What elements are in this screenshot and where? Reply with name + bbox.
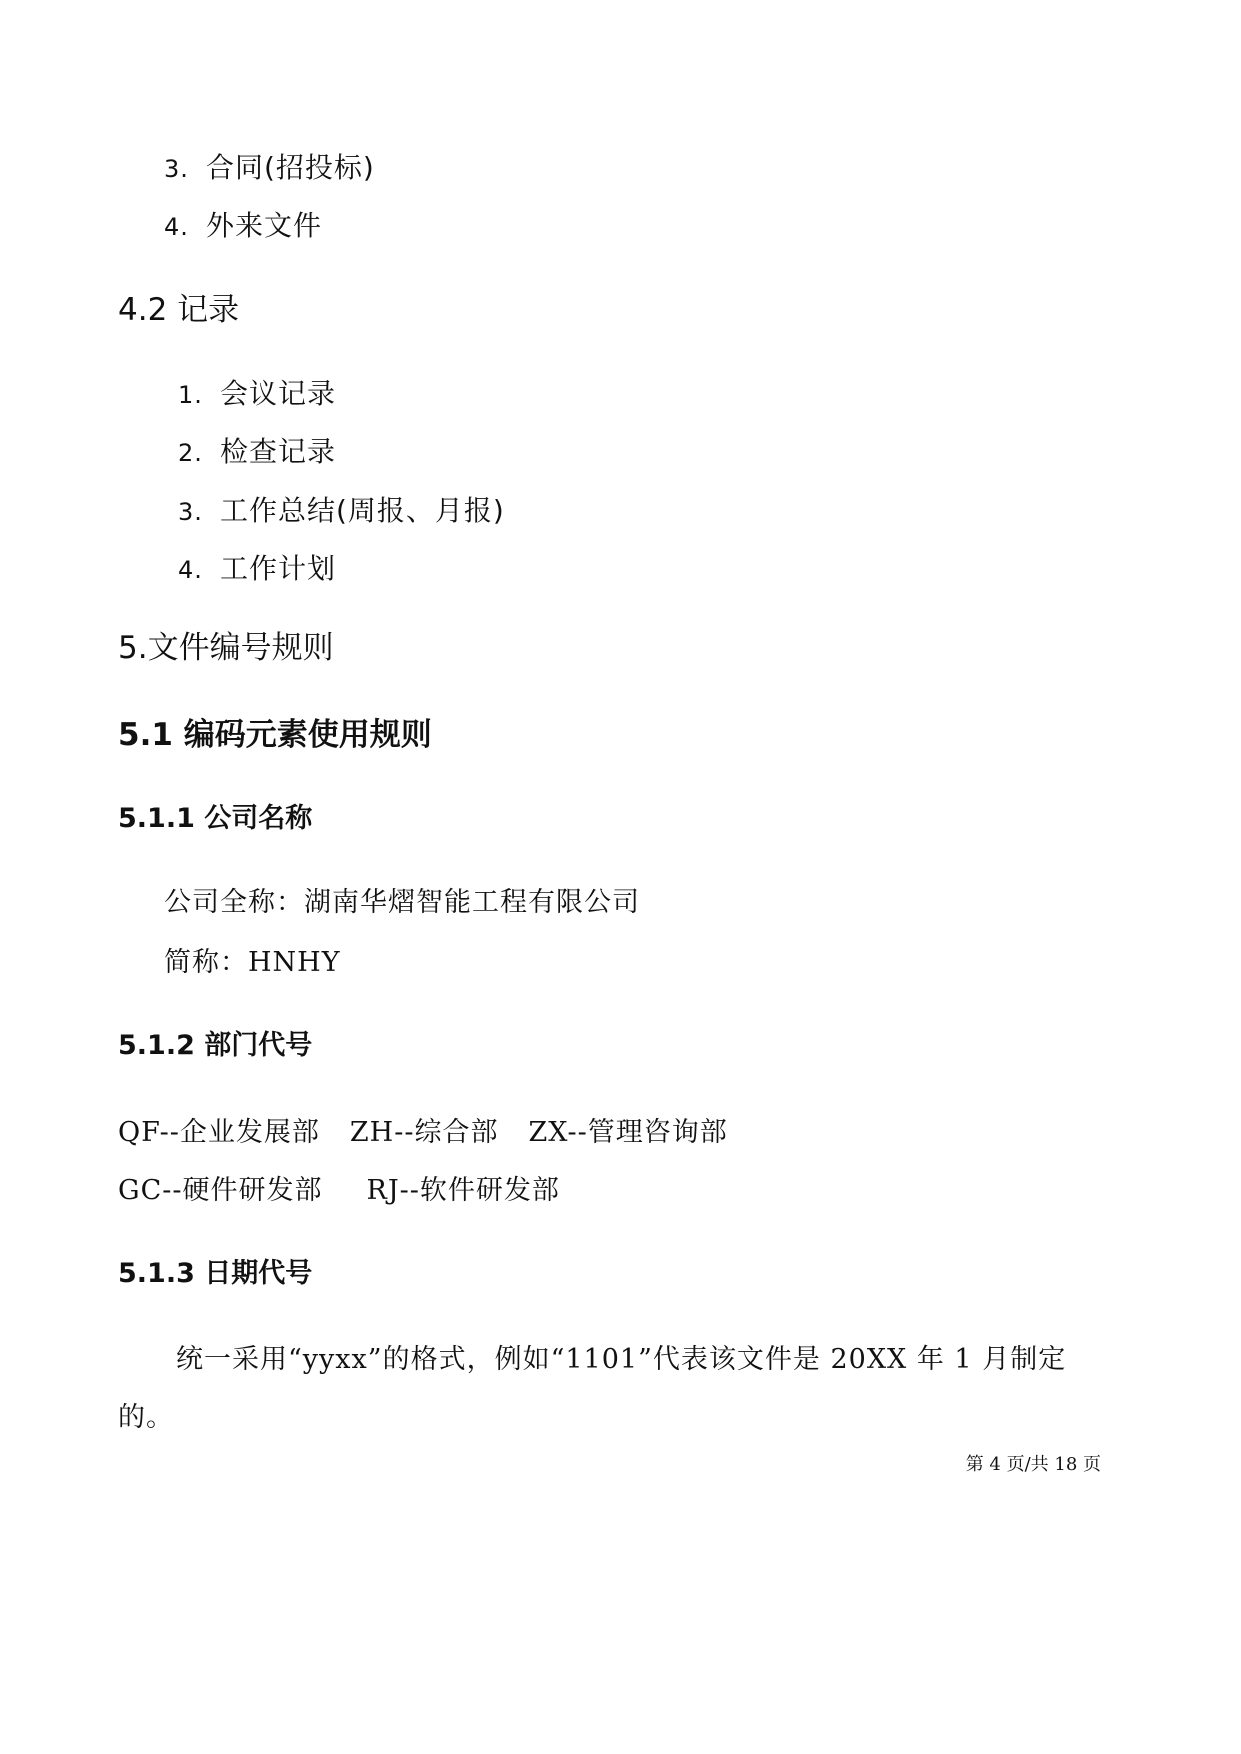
section-heading-5-1-1: 5.1.1 公司名称 — [118, 803, 313, 834]
list-item-number: 2. — [178, 439, 203, 467]
list-item-text: 工作计划 — [220, 552, 337, 585]
list-item-number: 3. — [164, 155, 189, 183]
list-item — [164, 146, 375, 186]
list-item-number: 4. — [178, 556, 203, 584]
list-item — [178, 547, 336, 587]
list-item-number: 1. — [178, 381, 203, 409]
date-code-paragraph-line-2: 的。 — [118, 1402, 174, 1433]
department-code: GC--硬件研发部 — [118, 1175, 323, 1206]
list-item-text: 工作总结(周报、月报) — [220, 494, 505, 527]
list-item — [164, 204, 322, 244]
section-heading-4-2: 4.2 记录 — [118, 292, 240, 328]
list-item-text: 外来文件 — [206, 209, 323, 242]
department-code: ZX--管理咨询部 — [528, 1117, 728, 1148]
list-item — [178, 430, 336, 470]
list-item-text: 合同(招投标) — [206, 151, 375, 184]
list-item — [178, 489, 505, 529]
company-full-name: 公司全称：湖南华熠智能工程有限公司 — [164, 887, 640, 918]
section-heading-5-1-3: 5.1.3 日期代号 — [118, 1258, 313, 1289]
list-item — [178, 372, 336, 412]
page-footer: 第 4 页/共 18 页 — [965, 1454, 1101, 1475]
department-row — [118, 1168, 560, 1207]
company-short-name: 简称：HNHY — [164, 947, 341, 978]
date-code-paragraph-line-1: 统一采用“yyxx”的格式，例如“1101”代表该文件是 20XX 年 1 月制定 — [176, 1344, 1067, 1375]
department-code: QF--企业发展部 — [118, 1117, 320, 1148]
department-row — [118, 1110, 728, 1149]
department-code: RJ--软件研发部 — [366, 1175, 560, 1206]
section-heading-5-1-2: 5.1.2 部门代号 — [118, 1030, 313, 1061]
list-item-text: 会议记录 — [220, 377, 337, 410]
section-heading-5-1: 5.1 编码元素使用规则 — [118, 717, 432, 753]
list-item-number: 4. — [164, 213, 189, 241]
list-item-text: 检查记录 — [220, 435, 337, 468]
department-code: ZH--综合部 — [349, 1117, 499, 1148]
section-heading-5: 5.文件编号规则 — [118, 630, 334, 666]
list-item-number: 3. — [178, 498, 203, 526]
